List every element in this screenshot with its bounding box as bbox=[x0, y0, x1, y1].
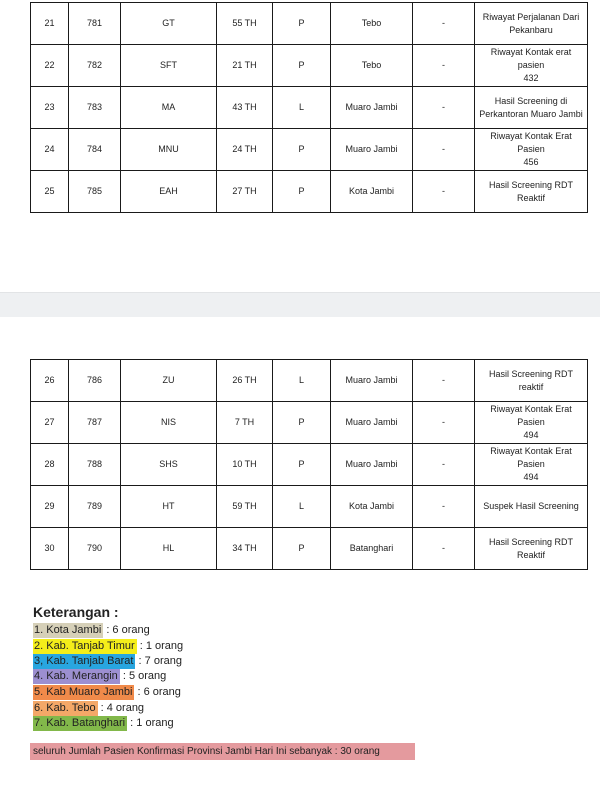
blank-cell: - bbox=[413, 87, 475, 129]
document-page-1 bbox=[0, 0, 600, 292]
patient-initials: MA bbox=[121, 87, 217, 129]
patient-age: 34 TH bbox=[217, 528, 273, 570]
patient-initials: MNU bbox=[121, 129, 217, 171]
patient-age: 55 TH bbox=[217, 3, 273, 45]
legend-item-batanghari bbox=[33, 716, 174, 731]
legend-highlight: 2. Kab. Tanjab Timur bbox=[34, 640, 135, 652]
case-note-line: Perkantoran Muaro Jambi bbox=[479, 108, 583, 119]
patient-gender: P bbox=[273, 528, 331, 570]
blank-cell: - bbox=[413, 129, 475, 171]
blank-cell: - bbox=[413, 444, 475, 486]
row-number: 22 bbox=[31, 45, 69, 87]
patient-initials: NIS bbox=[121, 402, 217, 444]
patient-table-2 bbox=[30, 359, 588, 570]
patient-age: 7 TH bbox=[217, 402, 273, 444]
patient-age: 27 TH bbox=[217, 171, 273, 213]
patient-age: 59 TH bbox=[217, 486, 273, 528]
case-note-line: Riwayat Perjalanan Dari bbox=[482, 11, 580, 22]
row-number: 23 bbox=[31, 87, 69, 129]
blank-cell: - bbox=[413, 3, 475, 45]
case-note-line: Suspek Hasil Screening bbox=[483, 501, 579, 511]
keterangan-title: Keterangan : bbox=[33, 604, 119, 620]
patient-initials: EAH bbox=[121, 171, 217, 213]
table-row bbox=[31, 528, 588, 570]
row-number: 29 bbox=[31, 486, 69, 528]
case-note bbox=[475, 171, 588, 213]
legend-highlight: 4. Kab. Merangin bbox=[34, 670, 118, 682]
patient-initials: ZU bbox=[121, 360, 217, 402]
table-row bbox=[31, 360, 588, 402]
patient-origin: Muaro Jambi bbox=[331, 402, 413, 444]
patient-age: 24 TH bbox=[217, 129, 273, 171]
case-note-line: Riwayat Kontak Erat Pasien bbox=[490, 446, 572, 469]
case-note-line: Riwayat Kontak Erat Pasien bbox=[490, 404, 572, 427]
patient-gender: P bbox=[273, 129, 331, 171]
legend-count: : 6 orang bbox=[134, 686, 181, 698]
row-number: 27 bbox=[31, 402, 69, 444]
blank-cell: - bbox=[413, 486, 475, 528]
legend-highlight: 3, Kab. Tanjab Barat bbox=[34, 655, 134, 667]
case-note-line: Hasil Screening RDT reaktif bbox=[488, 368, 574, 392]
legend-item-kota-jambi bbox=[33, 623, 150, 638]
case-note bbox=[475, 87, 588, 129]
case-id: 781 bbox=[69, 3, 121, 45]
case-note bbox=[475, 444, 588, 486]
patient-gender: L bbox=[273, 486, 331, 528]
case-id: 782 bbox=[69, 45, 121, 87]
legend-highlight: 6. Kab. Tebo bbox=[34, 702, 96, 714]
case-id: 785 bbox=[69, 171, 121, 213]
total-summary: seluruh Jumlah Pasien Konfirmasi Provinsi Jambi Hari Ini sebanyak : 30 orang bbox=[30, 743, 415, 760]
patient-origin: Muaro Jambi bbox=[331, 360, 413, 402]
legend-count: : 5 orang bbox=[119, 670, 167, 682]
case-note-line: Hasil Screening RDT Reaktif bbox=[488, 179, 574, 203]
case-note-line: Riwayat Kontak Erat Pasien bbox=[490, 131, 572, 154]
legend-count: : 4 orang bbox=[97, 702, 145, 714]
legend-item-tanjab-timur bbox=[33, 639, 183, 654]
patient-age: 43 TH bbox=[217, 87, 273, 129]
patient-origin: Muaro Jambi bbox=[331, 87, 413, 129]
case-note bbox=[475, 45, 588, 87]
patient-initials: GT bbox=[121, 3, 217, 45]
case-note bbox=[475, 528, 588, 570]
legend-highlight: 5. Kab Muaro Jambi bbox=[34, 686, 133, 698]
table-row bbox=[31, 87, 588, 129]
case-id: 783 bbox=[69, 87, 121, 129]
row-number: 24 bbox=[31, 129, 69, 171]
patient-origin: Tebo bbox=[331, 3, 413, 45]
legend-count: : 7 orang bbox=[135, 655, 182, 667]
legend-highlight: 1. Kota Jambi bbox=[34, 624, 102, 636]
patient-gender: P bbox=[273, 171, 331, 213]
table-row bbox=[31, 486, 588, 528]
case-note bbox=[475, 3, 588, 45]
case-id: 788 bbox=[69, 444, 121, 486]
table-row bbox=[31, 129, 588, 171]
legend-count: : 6 orang bbox=[103, 624, 150, 636]
row-number: 26 bbox=[31, 360, 69, 402]
legend-item-merangin bbox=[33, 669, 166, 684]
patient-initials: HL bbox=[121, 528, 217, 570]
row-number: 25 bbox=[31, 171, 69, 213]
case-note-line: 432 bbox=[523, 73, 539, 83]
case-note-line: 456 bbox=[523, 157, 539, 167]
legend-highlight: 7. Kab. Batanghari bbox=[34, 717, 126, 729]
legend-item-tanjab-barat bbox=[33, 654, 182, 669]
blank-cell: - bbox=[413, 528, 475, 570]
patient-table-1 bbox=[30, 2, 588, 213]
patient-gender: P bbox=[273, 45, 331, 87]
patient-gender: L bbox=[273, 87, 331, 129]
blank-cell: - bbox=[413, 45, 475, 87]
blank-cell: - bbox=[413, 402, 475, 444]
patient-initials: SFT bbox=[121, 45, 217, 87]
case-note-line: 494 bbox=[523, 430, 539, 440]
patient-origin: Kota Jambi bbox=[331, 486, 413, 528]
patient-origin: Kota Jambi bbox=[331, 171, 413, 213]
case-note-line: Hasil Screening di bbox=[494, 95, 568, 106]
patient-age: 21 TH bbox=[217, 45, 273, 87]
legend-item-tebo bbox=[33, 701, 144, 716]
table-row bbox=[31, 171, 588, 213]
patient-initials: HT bbox=[121, 486, 217, 528]
blank-cell: - bbox=[413, 171, 475, 213]
case-id: 784 bbox=[69, 129, 121, 171]
case-note bbox=[475, 129, 588, 171]
patient-gender: P bbox=[273, 444, 331, 486]
table-row bbox=[31, 45, 588, 87]
patient-age: 26 TH bbox=[217, 360, 273, 402]
row-number: 30 bbox=[31, 528, 69, 570]
blank-cell: - bbox=[413, 360, 475, 402]
patient-gender: P bbox=[273, 3, 331, 45]
case-note bbox=[475, 402, 588, 444]
patient-gender: L bbox=[273, 360, 331, 402]
case-note-line: Riwayat Kontak erat pasien bbox=[490, 47, 572, 70]
case-id: 789 bbox=[69, 486, 121, 528]
case-note bbox=[475, 360, 588, 402]
case-id: 786 bbox=[69, 360, 121, 402]
table-row bbox=[31, 402, 588, 444]
case-id: 790 bbox=[69, 528, 121, 570]
case-note-line: Hasil Screening RDT Reaktif bbox=[488, 536, 574, 560]
case-note bbox=[475, 486, 588, 528]
table-row bbox=[31, 3, 588, 45]
case-note-line: Pekanbaru bbox=[509, 24, 553, 35]
row-number: 21 bbox=[31, 3, 69, 45]
patient-origin: Batanghari bbox=[331, 528, 413, 570]
patient-age: 10 TH bbox=[217, 444, 273, 486]
case-id: 787 bbox=[69, 402, 121, 444]
legend-item-muaro-jambi bbox=[33, 685, 181, 700]
table-row bbox=[31, 444, 588, 486]
patient-origin: Muaro Jambi bbox=[331, 444, 413, 486]
patient-origin: Muaro Jambi bbox=[331, 129, 413, 171]
legend-count: : 1 orang bbox=[136, 640, 184, 652]
case-note-line: 494 bbox=[523, 472, 539, 482]
page-gap bbox=[0, 292, 600, 318]
legend-count: : 1 orang bbox=[127, 717, 174, 729]
patient-gender: P bbox=[273, 402, 331, 444]
patient-origin: Tebo bbox=[331, 45, 413, 87]
patient-initials: SHS bbox=[121, 444, 217, 486]
row-number: 28 bbox=[31, 444, 69, 486]
